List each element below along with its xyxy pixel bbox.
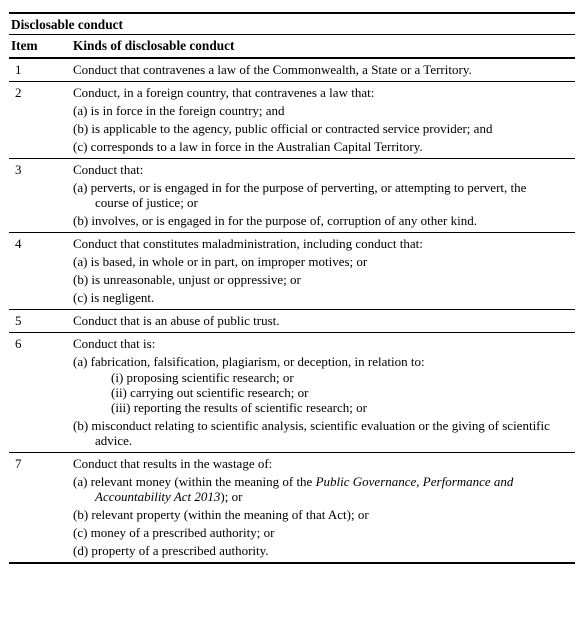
item-number: 7 [15,456,22,471]
item-number: 3 [15,162,22,177]
item-paragraph: (b) is unreasonable, unjust or oppressive; or [73,272,301,287]
act-title: Public Governance, Performance and Accountability Act 2013 [95,474,514,504]
disclosable-conduct-table [9,12,575,564]
item-number: 1 [15,62,22,77]
item-paragraph: (b) is applicable to the agency, public official or contracted service provider; and [73,121,493,136]
table-row [9,453,575,562]
item-number: 6 [15,336,22,351]
item-description [73,456,575,561]
item-intro: Conduct that results in the wastage of: [73,456,273,471]
header-kinds: Kinds of disclosable conduct [73,38,235,53]
item-paragraph: (b) misconduct relating to scientific analysis, scientific evaluation or the giving of scientific advice. [73,418,550,448]
item-description [73,62,575,80]
item-paragraph: (a) fabrication, falsification, plagiarism, or deception, in relation to: [73,354,425,369]
item-paragraph: (a) is based, in whole or in part, on improper motives; or [73,254,368,269]
table-row [9,82,575,159]
item-paragraph: (c) money of a prescribed authority; or [73,525,275,540]
item-description [73,313,575,331]
item-paragraph: (c) corresponds to a law in force in the Australian Capital Territory. [73,139,423,154]
item-description [73,236,575,308]
item-intro: Conduct that is an abuse of public trust. [73,313,280,328]
header-item: Item [11,38,38,53]
table-row [9,333,575,453]
item-subparagraph: (iii) reporting the results of scientific research; or [111,400,367,415]
item-description [73,336,575,451]
table-header [9,35,575,59]
item-paragraph [73,474,559,504]
item-paragraph: (a) perverts, or is engaged in for the purpose of perverting, or attempting to pervert, the course of justice; or [73,180,527,210]
item-paragraph: (a) is in force in the foreign country; and [73,103,285,118]
item-description [73,85,575,157]
subparagraph-list [73,370,559,415]
paragraph-text: ); or [220,489,243,504]
item-description [73,162,575,231]
item-subparagraph: (ii) carrying out scientific research; or [111,385,309,400]
item-number: 4 [15,236,22,251]
table-row [9,233,575,310]
item-intro: Conduct that is: [73,336,156,351]
item-intro: Conduct that: [73,162,144,177]
item-paragraph: (b) involves, or is engaged in for the purpose of, corruption of any other kind. [73,213,477,228]
paragraph-text: (a) relevant money (within the meaning of the [73,474,316,489]
item-paragraph: (d) property of a prescribed authority. [73,543,269,558]
item-intro: Conduct that constitutes maladministration, including conduct that: [73,236,423,251]
item-paragraph: (c) is negligent. [73,290,155,305]
item-number: 5 [15,313,22,328]
item-subparagraph: (i) proposing scientific research; or [111,370,294,385]
item-number: 2 [15,85,22,100]
item-paragraph: (b) relevant property (within the meaning of that Act); or [73,507,369,522]
item-intro: Conduct that contravenes a law of the Commonwealth, a State or a Territory. [73,62,472,77]
table-row [9,159,575,233]
table-row [9,59,575,82]
table-row [9,310,575,333]
table-caption: Disclosable conduct [9,14,575,35]
item-intro: Conduct, in a foreign country, that contravenes a law that: [73,85,375,100]
